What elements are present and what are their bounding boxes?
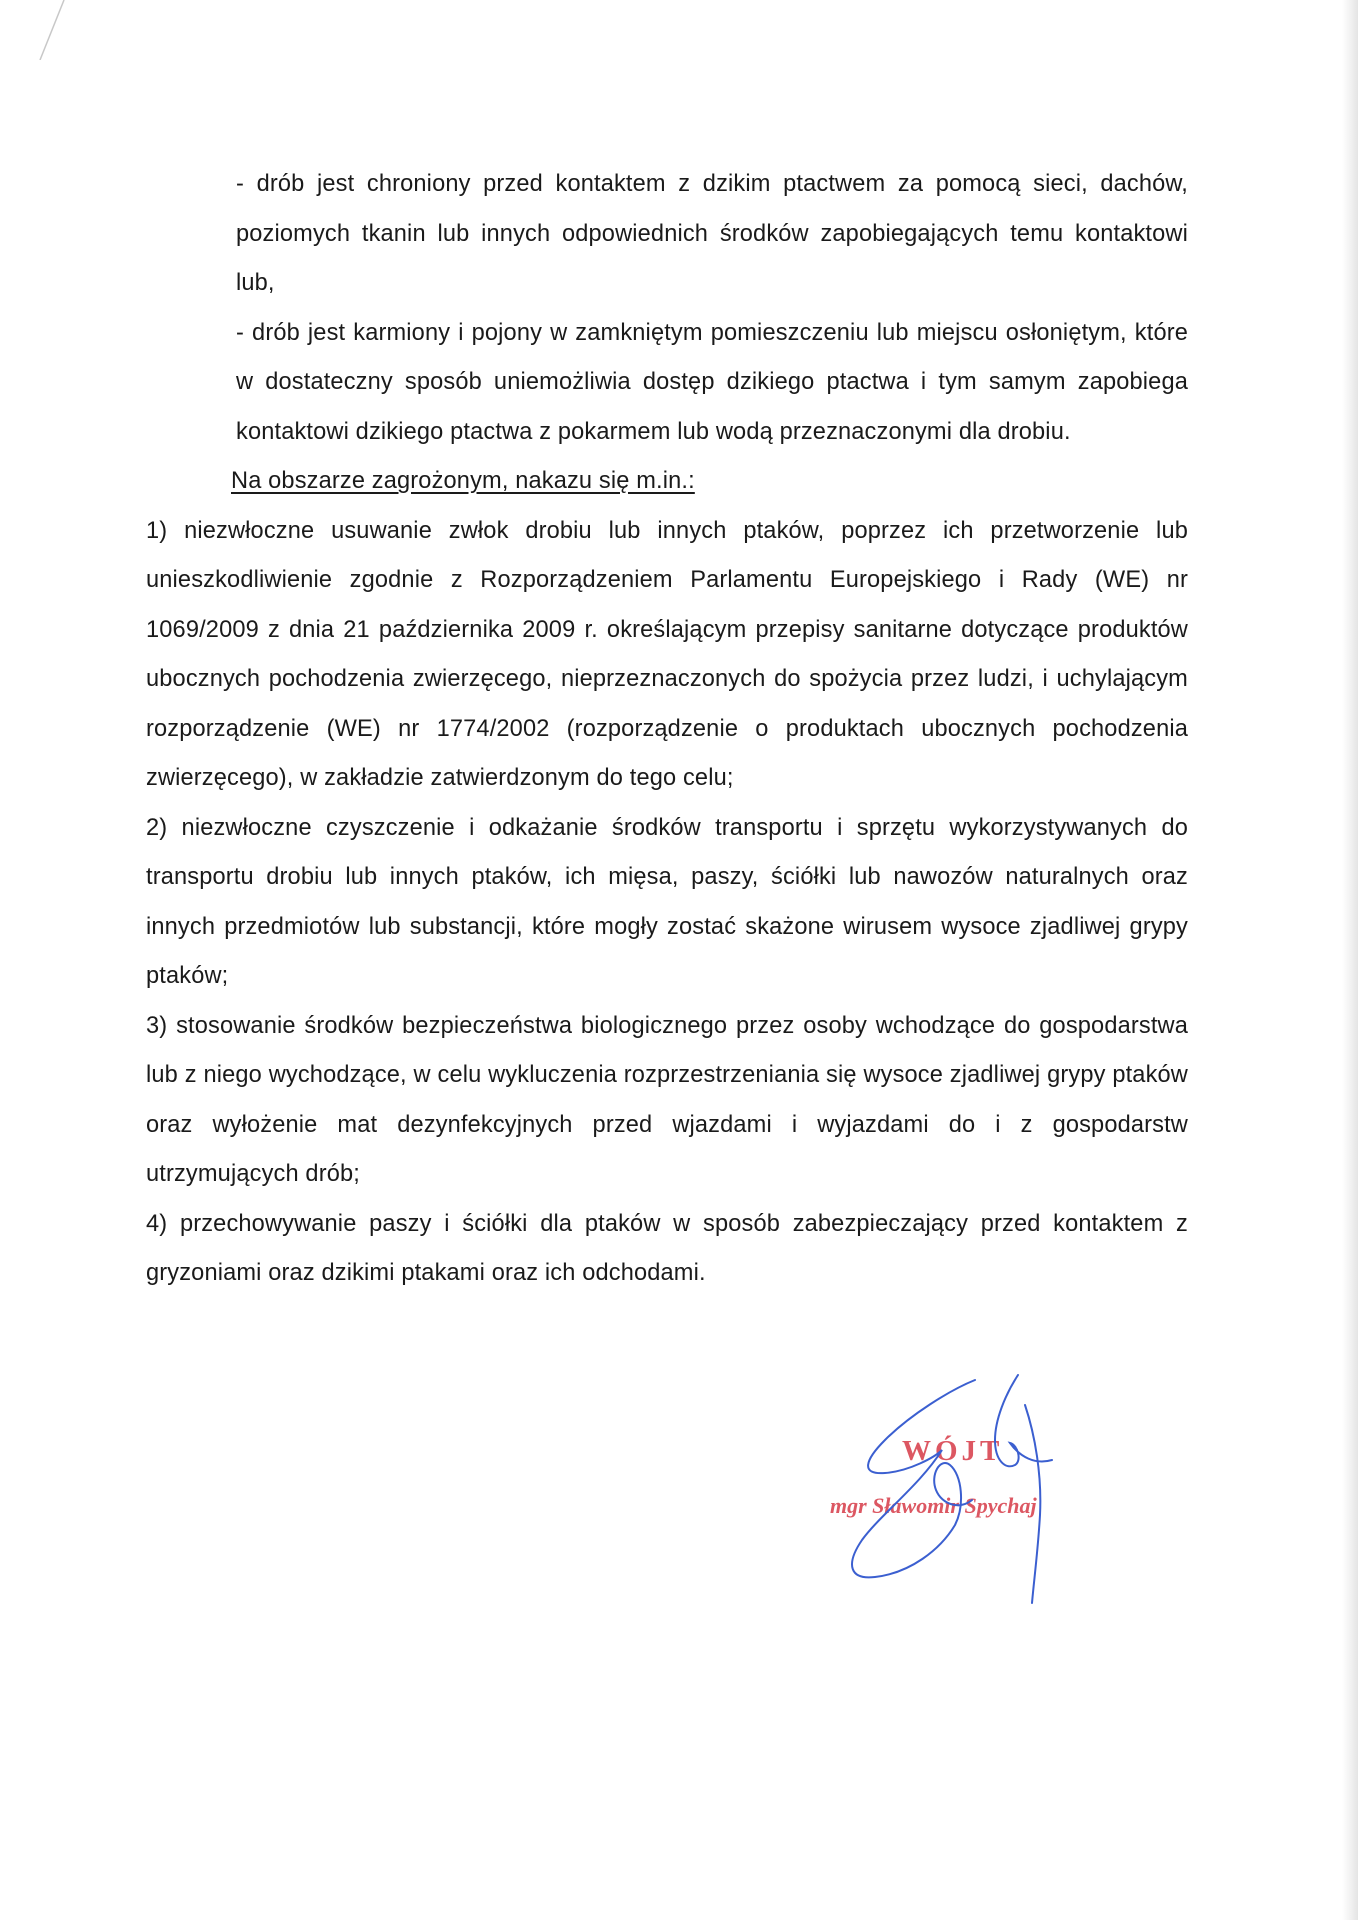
paragraph: - drób jest karmiony i pojony w zamkniętym pomieszczeniu lub miejscu osłoniętym, które w dostateczny sposób uniemożliwia dostęp dzikiego ptactwa i tym samym zapobiega kontaktowi dzikiego ptactwa z pokarmem lub wodą przeznaczonymi dla drobiu. <box>236 319 1188 445</box>
list-item: 2) niezwłoczne czyszczenie i odkażanie środków transportu i sprzętu wykorzystywanych do transportu drobiu lub innych ptaków, ich mięsa, paszy, ściółki lub nawozów naturalnych oraz innych przedmiotów lub substancji, które mogły zostać skażone wirusem wysoce zjadliwej grypy ptaków; <box>146 814 1188 989</box>
list-item: 4) przechowywanie paszy i ściółki dla ptaków w sposób zabezpieczający przed kontaktem z gryzoniami oraz dzikimi ptakami oraz ich odchodami. <box>146 1210 1188 1286</box>
stamp-title: WÓJT <box>902 1435 1004 1467</box>
section-heading: Na obszarze zagrożonym, nakazu się m.in.: <box>231 468 695 494</box>
list-item: 1) niezwłoczne usuwanie zwłok drobiu lub innych ptaków, poprzez ich przetworzenie lub unieszkodliwienie zgodnie z Rozporządzeniem Parlamentu Europejskiego i Rady (WE) nr 1069/2009 z dnia 21 października 2009 r. określającym przepisy sanitarne dotyczące produktów ubocznych pochodzenia zwierzęcego, nieprzeznaczonych do spożycia przez ludzi, i uchylającym rozporządzenie (WE) nr 1774/2002 (rozporządzenie o produktach ubocznych pochodzenia zwierzęcego), w zakładzie zatwierdzonym do tego celu; <box>146 517 1188 791</box>
scan-edge-shadow <box>1342 0 1358 1920</box>
signature-block <box>790 1365 1110 1615</box>
stamp-name: mgr Sławomir Spychaj <box>830 1493 1037 1518</box>
signature-stroke <box>1025 1405 1040 1603</box>
signature-stroke <box>995 1375 1052 1466</box>
handwritten-signature <box>790 1365 1110 1615</box>
scan-edge-shadow <box>0 0 70 60</box>
document-body <box>146 160 1188 1299</box>
paragraph: - drób jest chroniony przed kontaktem z dzikim ptactwem za pomocą sieci, dachów, poziomych tkanin lub innych odpowiednich środków zapobiegających temu kontaktowi lub, <box>236 171 1188 296</box>
signature-stroke <box>852 1380 975 1577</box>
list-item: 3) stosowanie środków bezpieczeństwa biologicznego przez osoby wchodzące do gospodarstwa lub z niego wychodzące, w celu wykluczenia rozprzestrzeniania się wysoce zjadliwej grypy ptaków oraz wyłożenie mat dezynfekcyjnych przed wjazdami i wyjazdami do i z gospodarstw utrzymujących drób; <box>146 1012 1188 1187</box>
